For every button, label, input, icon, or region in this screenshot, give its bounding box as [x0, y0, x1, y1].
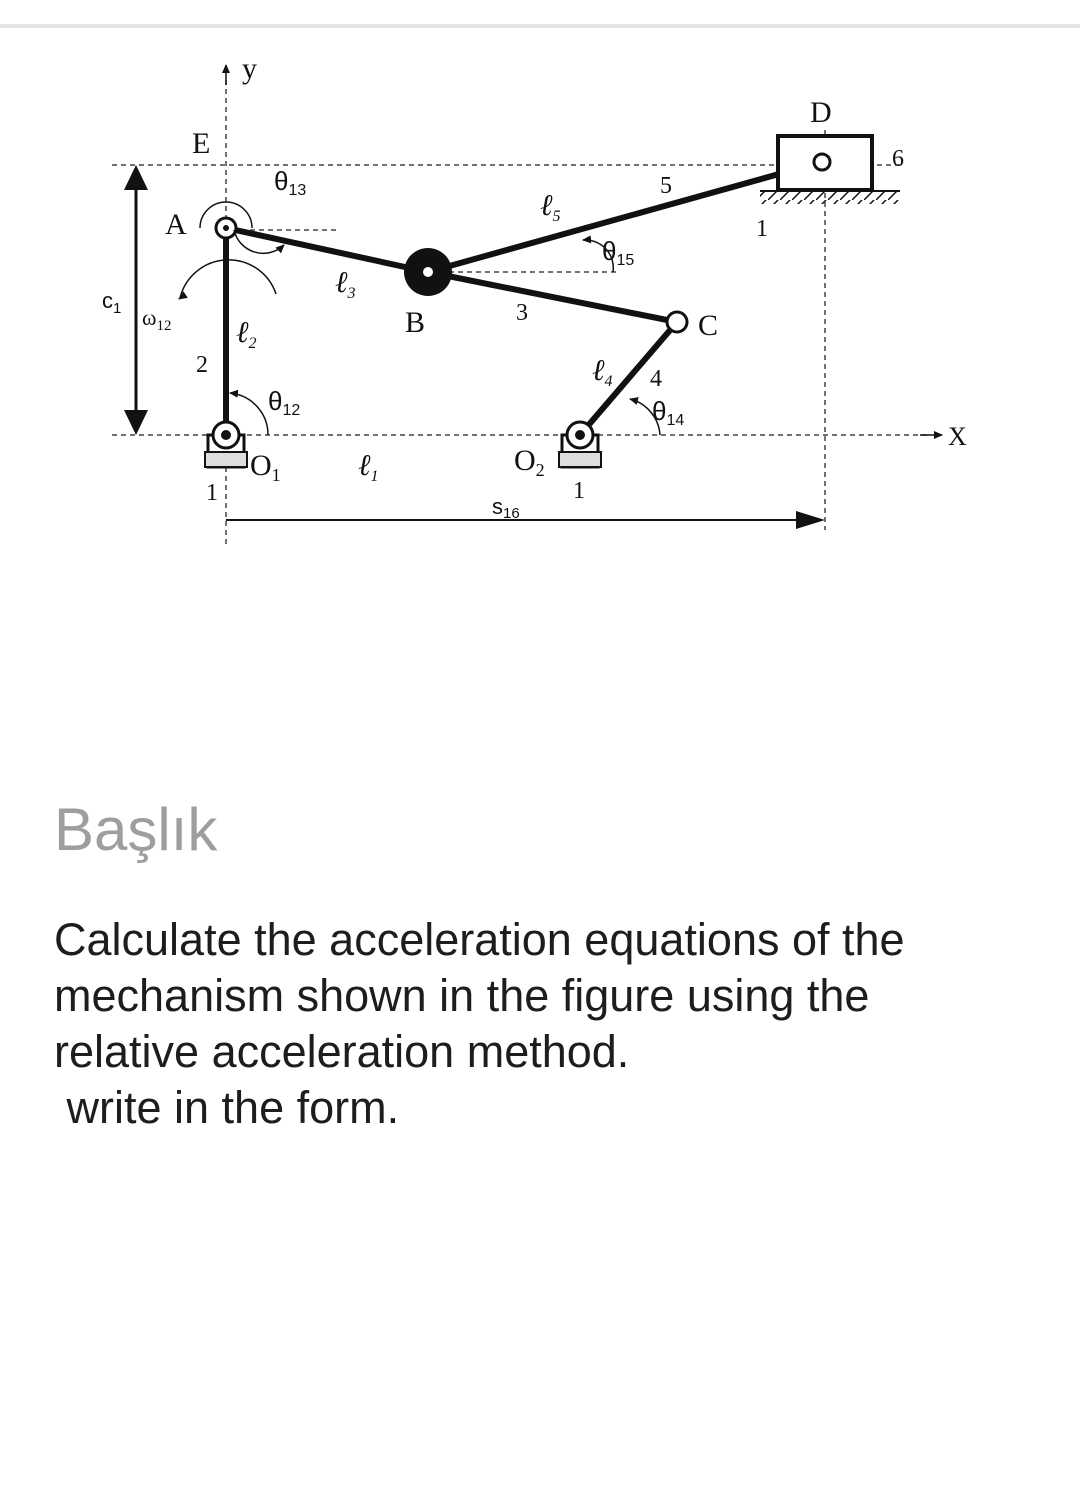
question-line: relative acceleration method.	[54, 1026, 630, 1077]
label-l2: ℓ$_2$	[236, 316, 257, 352]
label-b: B	[405, 306, 426, 339]
label-link-5: 5	[660, 173, 672, 199]
label-theta13: θ13	[274, 166, 307, 199]
label-link-3: 3	[516, 300, 528, 326]
label-ground-1-d: 1	[756, 216, 768, 242]
link-3-ab	[226, 228, 428, 272]
question-text[interactable]	[54, 912, 1034, 1136]
mechanism-figure	[0, 40, 1080, 560]
joint-c	[667, 312, 687, 332]
label-ground-1-o1: 1	[206, 480, 218, 506]
label-a: A	[165, 208, 187, 241]
mechanism-diagram	[0, 40, 1080, 560]
title-input[interactable]: Başlık	[54, 796, 218, 863]
c1-dimension	[124, 165, 148, 435]
label-theta15: θ15	[602, 236, 635, 269]
question-line: mechanism shown in the figure using the	[54, 970, 870, 1021]
question-line: Calculate the acceleration equations of the	[54, 914, 905, 965]
ground-hatch-d	[760, 190, 900, 204]
label-o1: $O_1$	[250, 449, 281, 485]
label-d: D	[810, 96, 832, 129]
label-theta12: θ12	[268, 386, 301, 419]
question-line: write in the form.	[54, 1082, 400, 1133]
label-c1: $c_1$	[102, 288, 122, 317]
label-theta14: θ14	[652, 396, 685, 429]
label-l4: ℓ$_4$	[592, 354, 613, 390]
label-link-4: 4	[650, 366, 662, 392]
link-3-bc	[428, 272, 677, 322]
label-s16: s16	[492, 494, 520, 522]
label-c: C	[698, 309, 719, 342]
ground-pivot-o1	[205, 422, 247, 467]
label-l1: ℓ$_1$	[358, 449, 379, 485]
s16-dimension	[226, 511, 825, 529]
label-l3: ℓ$_3$	[335, 266, 356, 302]
label-y: y	[242, 52, 257, 85]
links	[226, 162, 822, 435]
label-ground-1-o2: 1	[573, 478, 585, 504]
label-link-6: 6	[892, 146, 904, 172]
label-e: E	[192, 127, 211, 160]
label-o2: $O_2$	[514, 444, 545, 480]
label-link-2: 2	[196, 352, 208, 378]
label-l5: ℓ$_5$	[540, 189, 561, 225]
top-divider	[0, 24, 1080, 28]
label-x: X	[948, 422, 967, 451]
label-omega12: $\omega_{12}$	[142, 305, 172, 334]
ground-pivot-o2	[559, 422, 601, 467]
